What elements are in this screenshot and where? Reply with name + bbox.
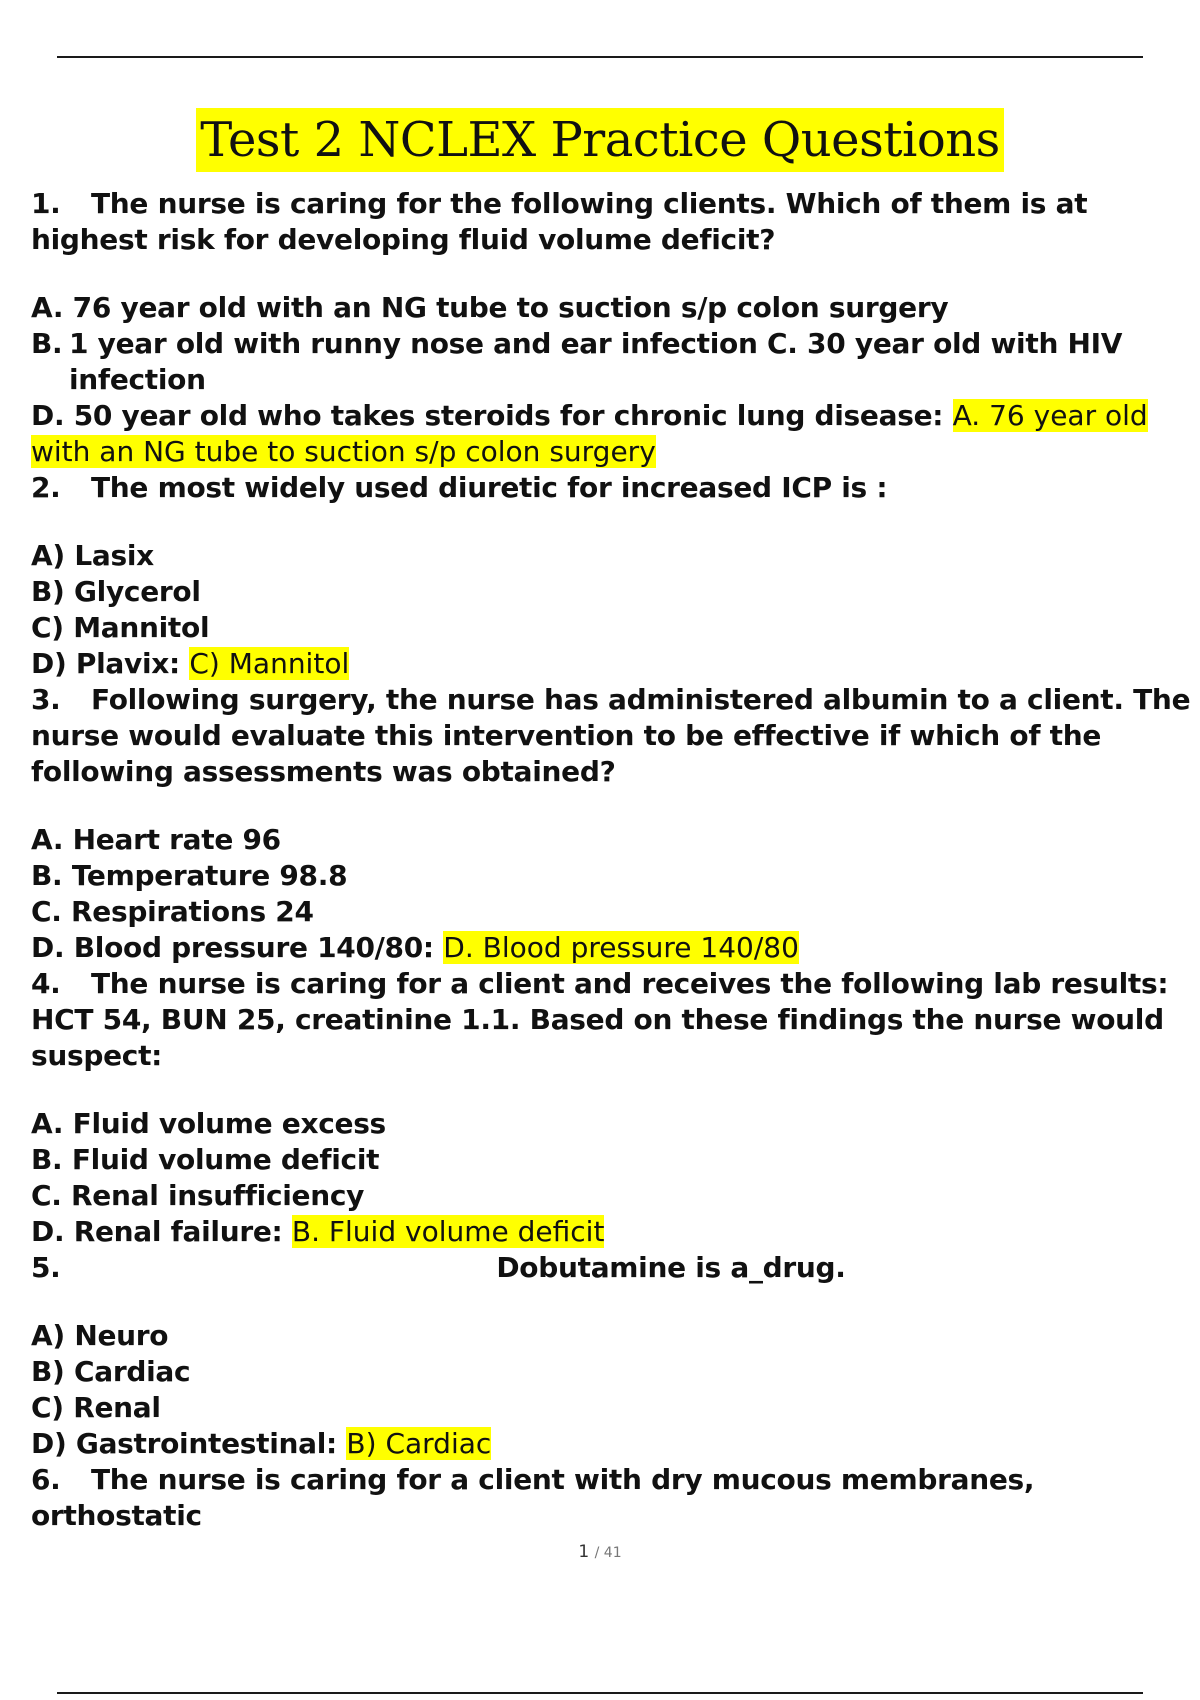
question-4 bbox=[31, 966, 1191, 1250]
answer-highlight: B. Fluid volume deficit bbox=[291, 1215, 605, 1248]
question-number: 5. bbox=[31, 1251, 61, 1284]
option-list bbox=[31, 822, 1191, 966]
question-1 bbox=[31, 186, 1191, 470]
question-number: 4. bbox=[31, 967, 61, 1000]
question-stem bbox=[31, 682, 1191, 790]
footer-rule bbox=[57, 1692, 1143, 1694]
option-b-continued: infection bbox=[69, 363, 206, 396]
option-c: C) Renal bbox=[31, 1391, 161, 1424]
question-stem bbox=[31, 470, 1191, 506]
option-b: B. Fluid volume deficit bbox=[31, 1143, 380, 1176]
option-c: C. Respirations 24 bbox=[31, 895, 314, 928]
option-b: B. 1 year old with runny nose and ear infection C. 30 year old with HIV bbox=[31, 327, 1123, 360]
option-c: C. Renal insufficiency bbox=[31, 1179, 365, 1212]
question-stem bbox=[31, 1250, 1191, 1286]
question-number: 2. bbox=[31, 471, 61, 504]
option-d: D. Blood pressure 140/80: D. Blood pressure 140/80 bbox=[31, 931, 799, 964]
question-text: Dobutamine is a_drug. bbox=[496, 1251, 846, 1284]
page-number: 1 bbox=[578, 1542, 590, 1562]
question-stem bbox=[31, 1462, 1191, 1534]
header-rule bbox=[57, 56, 1143, 58]
option-a: A) Lasix bbox=[31, 539, 154, 572]
option-list bbox=[31, 1106, 1191, 1250]
question-text: The nurse is caring for a client with dry mucous membranes, orthostatic bbox=[31, 1463, 1035, 1532]
question-5 bbox=[31, 1250, 1191, 1462]
document-body bbox=[31, 186, 1191, 1534]
question-2 bbox=[31, 470, 1191, 682]
option-a: A. 76 year old with an NG tube to suction s/p colon surgery bbox=[31, 291, 949, 324]
option-a: A. Heart rate 96 bbox=[31, 823, 281, 856]
option-a: A) Neuro bbox=[31, 1319, 169, 1352]
question-3 bbox=[31, 682, 1191, 966]
question-number: 6. bbox=[31, 1463, 61, 1496]
title-area bbox=[0, 108, 1200, 172]
option-list bbox=[31, 290, 1191, 470]
answer-highlight: D. Blood pressure 140/80 bbox=[443, 931, 799, 964]
page-total: / 41 bbox=[594, 1545, 622, 1561]
answer-highlight: B) Cardiac bbox=[346, 1427, 492, 1460]
option-b: B. Temperature 98.8 bbox=[31, 859, 348, 892]
option-d: D) Gastrointestinal: B) Cardiac bbox=[31, 1427, 492, 1460]
question-6 bbox=[31, 1462, 1191, 1534]
option-list bbox=[31, 538, 1191, 682]
question-text: The nurse is caring for the following clients. Which of them is at highest risk for developing fluid volume deficit? bbox=[31, 187, 1088, 256]
answer-highlight: A. 76 year old with an NG tube to suction s/p colon surgery bbox=[31, 399, 1148, 468]
question-number: 1. bbox=[31, 187, 61, 220]
page-title: Test 2 NCLEX Practice Questions bbox=[196, 108, 1004, 172]
option-a: A. Fluid volume excess bbox=[31, 1107, 386, 1140]
option-list bbox=[31, 1318, 1191, 1462]
question-stem bbox=[31, 966, 1191, 1074]
question-text: The nurse is caring for a client and receives the following lab results: HCT 54, BUN 25, creatinine 1.1. Based on these findings the nurse would suspect: bbox=[31, 967, 1169, 1072]
question-text: Following surgery, the nurse has administered albumin to a client. The nurse would evaluate this intervention to be effective if which of the following assessments was obtained? bbox=[31, 683, 1191, 788]
page-counter bbox=[0, 1542, 1200, 1562]
option-b: B) Cardiac bbox=[31, 1355, 191, 1388]
question-number: 3. bbox=[31, 683, 61, 716]
option-c: C) Mannitol bbox=[31, 611, 210, 644]
answer-highlight: C) Mannitol bbox=[189, 647, 350, 680]
option-d: D. Renal failure: B. Fluid volume deficit bbox=[31, 1215, 605, 1248]
option-b: B) Glycerol bbox=[31, 575, 201, 608]
question-text: The most widely used diuretic for increased ICP is : bbox=[91, 471, 888, 504]
option-d: D) Plavix: C) Mannitol bbox=[31, 647, 350, 680]
option-d: D. 50 year old who takes steroids for chronic lung disease: A. 76 year old with an NG tube to suction s/p colon surgery bbox=[31, 399, 1148, 468]
question-stem bbox=[31, 186, 1191, 258]
